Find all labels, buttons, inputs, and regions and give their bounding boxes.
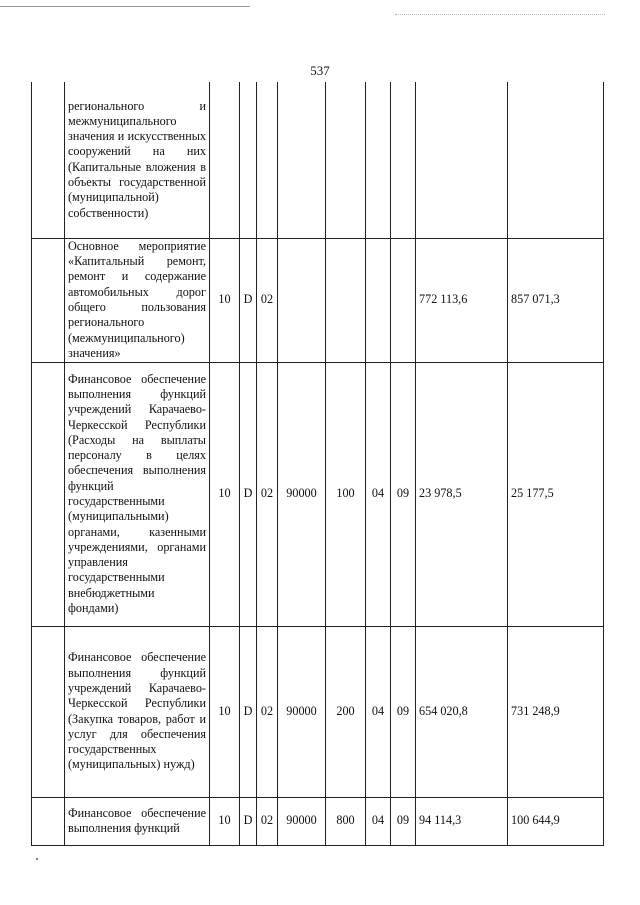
amount-cell: 94 114,3 — [416, 797, 508, 845]
table-cell-blank — [32, 238, 65, 362]
code-cell — [278, 238, 326, 362]
code-cell: D — [240, 797, 257, 845]
code-cell — [326, 82, 366, 238]
table-cell-blank — [32, 82, 65, 238]
amount-cell — [416, 82, 508, 238]
code-cell: 90000 — [278, 797, 326, 845]
amount-cell: 731 248,9 — [508, 626, 604, 797]
row-name: Основное мероприятие «Капитальный ремонт, ремонт и содержание автомобильных дорог общего пользования регионального (межмуниципального) значения» — [65, 238, 210, 362]
amount-cell: 23 978,5 — [416, 362, 508, 626]
code-cell: 09 — [391, 626, 416, 797]
row-name: регионального и межмуниципального значения и искусственных сооружений на них (Капитальные вложения в объекты государственной (муниципальной) собственности) — [65, 82, 210, 238]
code-cell: 04 — [366, 797, 391, 845]
amount-cell: 772 113,6 — [416, 238, 508, 362]
code-cell: D — [240, 626, 257, 797]
code-cell: 90000 — [278, 362, 326, 626]
budget-table — [31, 82, 604, 846]
amount-cell: 857 071,3 — [508, 238, 604, 362]
scan-top-dash — [395, 14, 605, 15]
code-cell: D — [240, 238, 257, 362]
table-row — [32, 362, 604, 626]
code-cell — [366, 82, 391, 238]
table-row — [32, 797, 604, 845]
code-cell: 90000 — [278, 626, 326, 797]
code-cell: 04 — [366, 362, 391, 626]
code-cell: 10 — [210, 626, 240, 797]
table-cell-blank — [32, 362, 65, 626]
table-cell-blank — [32, 797, 65, 845]
code-cell — [210, 82, 240, 238]
code-cell — [326, 238, 366, 362]
code-cell: 02 — [257, 362, 278, 626]
code-cell — [278, 82, 326, 238]
amount-cell — [508, 82, 604, 238]
code-cell — [240, 82, 257, 238]
code-cell: 02 — [257, 238, 278, 362]
code-cell — [257, 82, 278, 238]
code-cell: 09 — [391, 797, 416, 845]
row-name: Финансовое обеспечение выполнения функций — [65, 797, 210, 845]
code-cell: 04 — [366, 626, 391, 797]
code-cell — [366, 238, 391, 362]
table-row — [32, 82, 604, 238]
code-cell: D — [240, 362, 257, 626]
table-cell-blank — [32, 626, 65, 797]
row-name: Финансовое обеспечение выполнения функций учреждений Карачаево-Черкесской Республики (Закупка товаров, работ и услуг для обеспечения государственных (муниципальных) нужд) — [65, 626, 210, 797]
code-cell: 800 — [326, 797, 366, 845]
scan-top-rule — [0, 6, 250, 7]
table-row — [32, 626, 604, 797]
page-number: 537 — [310, 63, 330, 78]
code-cell — [391, 82, 416, 238]
row-name: Финансовое обеспечение выполнения функций учреждений Карачаево-Черкесской Республики (Расходы на выплаты персоналу в целях обеспечения выполнения функций государственными (муниципальными) органами, казенными учреждениями, органами управления государственными внебюджетными фондами) — [65, 362, 210, 626]
amount-cell: 100 644,9 — [508, 797, 604, 845]
code-cell — [391, 238, 416, 362]
code-cell: 09 — [391, 362, 416, 626]
code-cell: 100 — [326, 362, 366, 626]
code-cell: 10 — [210, 797, 240, 845]
code-cell: 02 — [257, 626, 278, 797]
amount-cell: 654 020,8 — [416, 626, 508, 797]
table-row — [32, 238, 604, 362]
code-cell: 10 — [210, 362, 240, 626]
code-cell: 02 — [257, 797, 278, 845]
code-cell: 200 — [326, 626, 366, 797]
amount-cell: 25 177,5 — [508, 362, 604, 626]
code-cell: 10 — [210, 238, 240, 362]
scan-speck — [36, 858, 38, 860]
